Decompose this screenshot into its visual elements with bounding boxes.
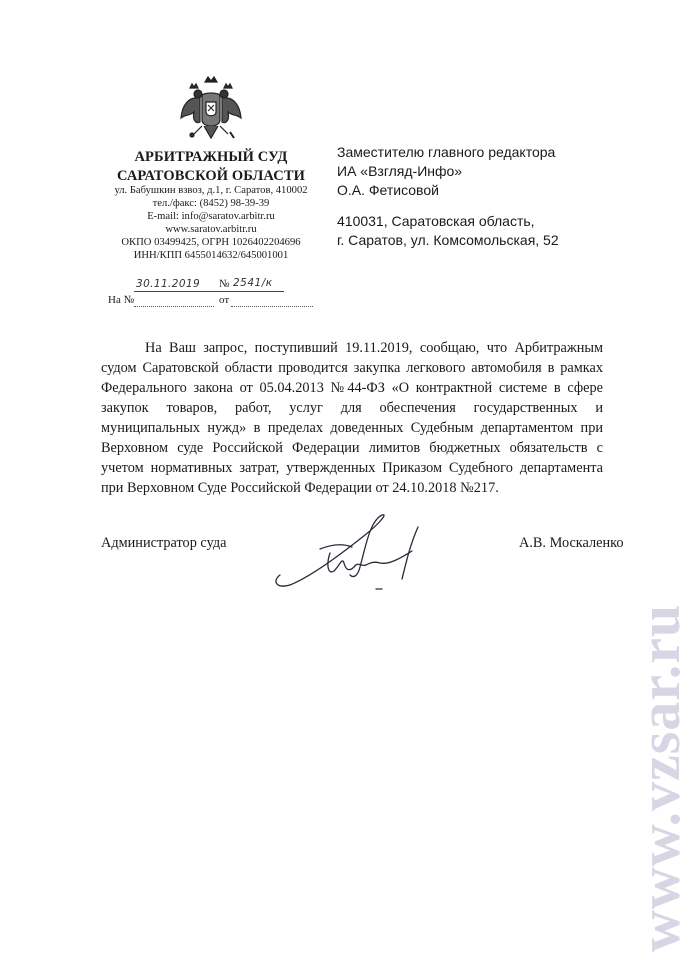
court-website: www.saratov.arbitr.ru: [165, 224, 257, 235]
court-address: ул. Бабушкин взвоз, д.1, г. Саратов, 410002: [114, 185, 308, 196]
signatory-role: Администратор суда: [101, 535, 227, 551]
handwritten-signature-icon: [270, 505, 440, 595]
letter-body: На Ваш запрос, поступивший 19.11.2019, сообщаю, что Арбитражным судом Саратовской области проводится закупка легкового автомобиля в рамках Федерального закона от 05.04.2013 №44-ФЗ «О контрактной системе в сфере закупок товаров, работ, услуг для обеспечения государственных и муниципальных нужд» в пределах доведенных Судебным департаментом при Верховном суде Российской Федерации лимитов бюджетных обязательств с учетом нормативных затрат, утвержденных Приказом Судебного департамента при Верховном Суде Российской Федерации от 24.10.2018 №217.: [101, 340, 603, 496]
signatory-name: А.В. Москаленко: [519, 535, 624, 551]
court-contacts: [100, 184, 322, 262]
court-name-line1: АРБИТРАЖНЫЙ СУД: [134, 149, 288, 165]
addressee-block: [337, 143, 637, 250]
court-email: E-mail: info@saratov.arbitr.ru: [147, 211, 275, 222]
addressee-name: О.А. Фетисовой: [337, 182, 439, 198]
court-okpo: ОКПО 03499425, ОГРН 1026402204696: [121, 237, 301, 248]
court-inn: ИНН/КПП 6455014632/645001001: [133, 250, 289, 261]
reference-number-blank: [134, 306, 214, 307]
reference-date-label: от: [219, 294, 230, 306]
reference-label: На №: [108, 294, 135, 306]
addressee-position: Заместителю главного редактора: [337, 144, 556, 160]
registration-number: 2541/к: [233, 277, 273, 289]
site-watermark: www.vzsar.ru: [627, 603, 692, 952]
addressee-postal-line2: г. Саратов, ул. Комсомольская, 52: [337, 232, 559, 248]
court-heading: [100, 148, 322, 186]
addressee-postal-line1: 410031, Саратовская область,: [337, 213, 535, 229]
court-phone: тел./факс: (8452) 98-39-39: [152, 198, 270, 209]
court-name-line2: САРАТОВСКОЙ ОБЛАСТИ: [116, 168, 306, 184]
registration-underline: [134, 291, 284, 292]
addressee-organization: ИА «Взгляд-Инфо»: [337, 163, 463, 179]
coat-of-arms-icon: [178, 72, 244, 144]
registration-number-label: №: [219, 278, 230, 290]
reference-date-blank: [231, 306, 313, 307]
registration-date: 30.11.2019: [136, 278, 201, 290]
